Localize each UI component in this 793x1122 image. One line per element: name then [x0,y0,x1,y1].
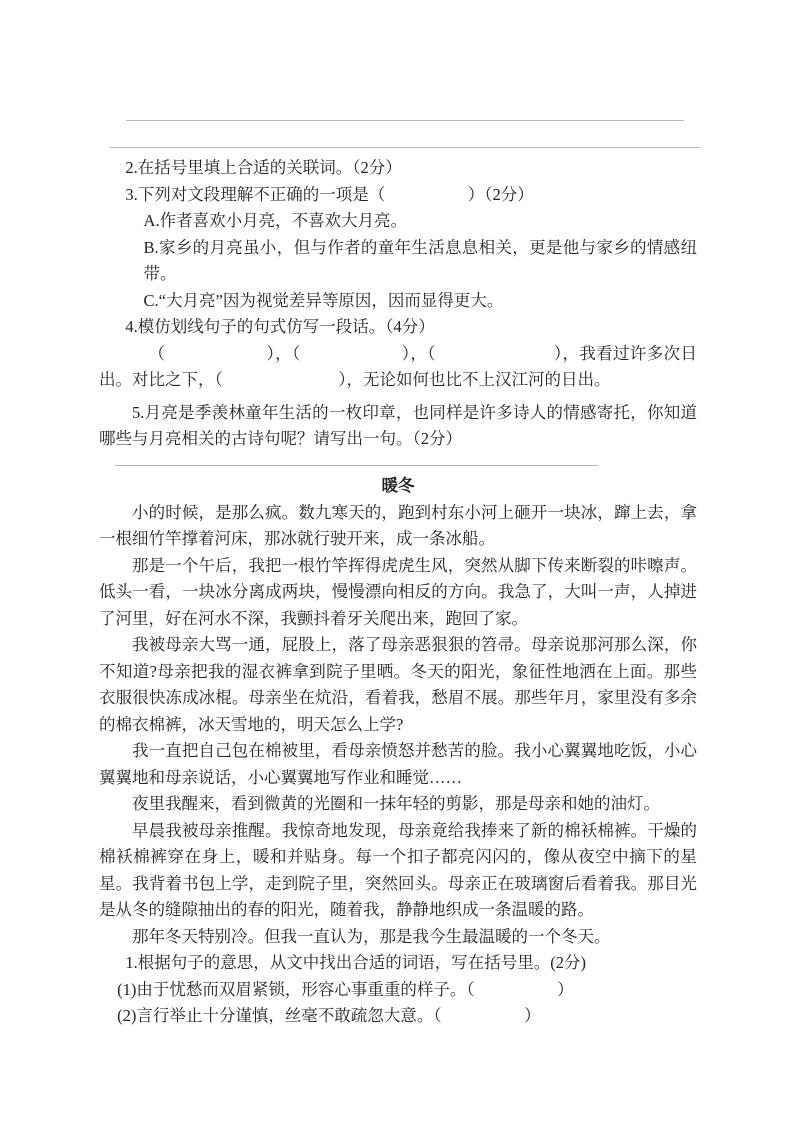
exam-content [99,155,697,1030]
passage-paragraph: 早晨我被母亲推醒。我惊奇地发现，母亲竟给我捧来了新的棉袄棉裤。干燥的棉袄棉裤穿在身上，暖和并贴身。每一个扣子都亮闪闪的，像从夜空中摘下的星星。我背着书包上学，走到院子里，突然回头。母亲正在玻璃窗后看着我。那目光是从冬的缝隙抽出的春的阳光，随着我，静静地织成一条温暖的路。 [99,820,697,919]
passage-title: 暖冬 [381,475,415,495]
passage-paragraph: 那是一个午后，我把一根竹竿挥得虎虎生风，突然从脚下传来断裂的咔嚓声。低头一看，一块冰分离成两块，慢慢漂向相反的方向。我急了，大叫一声，人掉进了河里，好在河水不深，我颤抖着牙关爬出来，跑回了家。 [99,555,697,628]
question-3-option-a: A.作者喜欢小月亮，不喜欢大月亮。 [143,211,408,230]
question-1: 1.根据句子的意思，从文中找出合适的词语，写在括号里。(2分) [125,953,587,972]
ruled-line-top [110,147,700,148]
question-3: 3.下列对文段理解不正确的一项是（ ）（2分） [125,184,534,204]
question-3-option-c: C.“大月亮”因为视觉差异等原因，因而显得更大。 [143,290,504,310]
passage-paragraph: 小的时候，是那么疯。数九寒天的，跑到村东小河上砸开一块冰，蹿上去，拿一根细竹竿撑着河床，那冰就行驶开来，成一条冰船。 [99,502,697,548]
question-2: 2.在括号里填上合适的关联词。（2分） [125,158,402,177]
passage-paragraph: 我被母亲大骂一通，屁股上，落了母亲恶狠狠的笤帚。母亲说那河那么深，你不知道?母亲把我的湿衣裤拿到院子里晒。冬天的阳光，象征性地洒在上面。那些衣服很快冻成冰棍。母亲坐在炕沿，看着我，愁眉不展。那些年月，家里没有多余的棉衣棉裤，冰天雪地的，明天怎么上学? [99,635,697,734]
passage-paragraph: 我一直把自己包在棉被里，看母亲愤怒并愁苦的脸。我小心翼翼地吃饭，小心翼翼地和母亲说话，小心翼翼地写作业和睡觉…… [99,741,697,787]
question-1-item-2: (2)言行举止十分谨慎，丝毫不敢疏忽大意。（ ） [117,1006,541,1025]
ruled-line-top [126,120,684,121]
passage-paragraph: 那年冬天特别冷。但我一直认为，那是我今生最温暖的一个冬天。 [132,926,611,946]
question-5: 5.月亮是季羡林童年生活的一枚印章，也同样是许多诗人的情感寄托，你知道哪些与月亮相关的古诗句呢？请写出一句。（2分） [99,402,697,448]
question-3-option-b: B.家乡的月亮虽小，但与作者的童年生活息息相关，更是他与家乡的情感纽带。 [143,237,697,283]
section-divider [115,465,598,466]
question-4: 4.模仿划线句子的句式仿写一段话。（4分） [125,317,435,336]
question-4-answer-line: （ ），（ ），（ ），我看过许多次日出。对比之下，（ ），无论如何也比不上汉江河的日出。 [99,343,697,389]
question-1-item-1: (1)由于忧愁而双眉紧锁，形容心事重重的样子。（ ） [117,979,574,999]
passage-paragraph: 夜里我醒来，看到微黄的光圈和一抹年轻的剪影，那是母亲和她的油灯。 [132,794,660,813]
